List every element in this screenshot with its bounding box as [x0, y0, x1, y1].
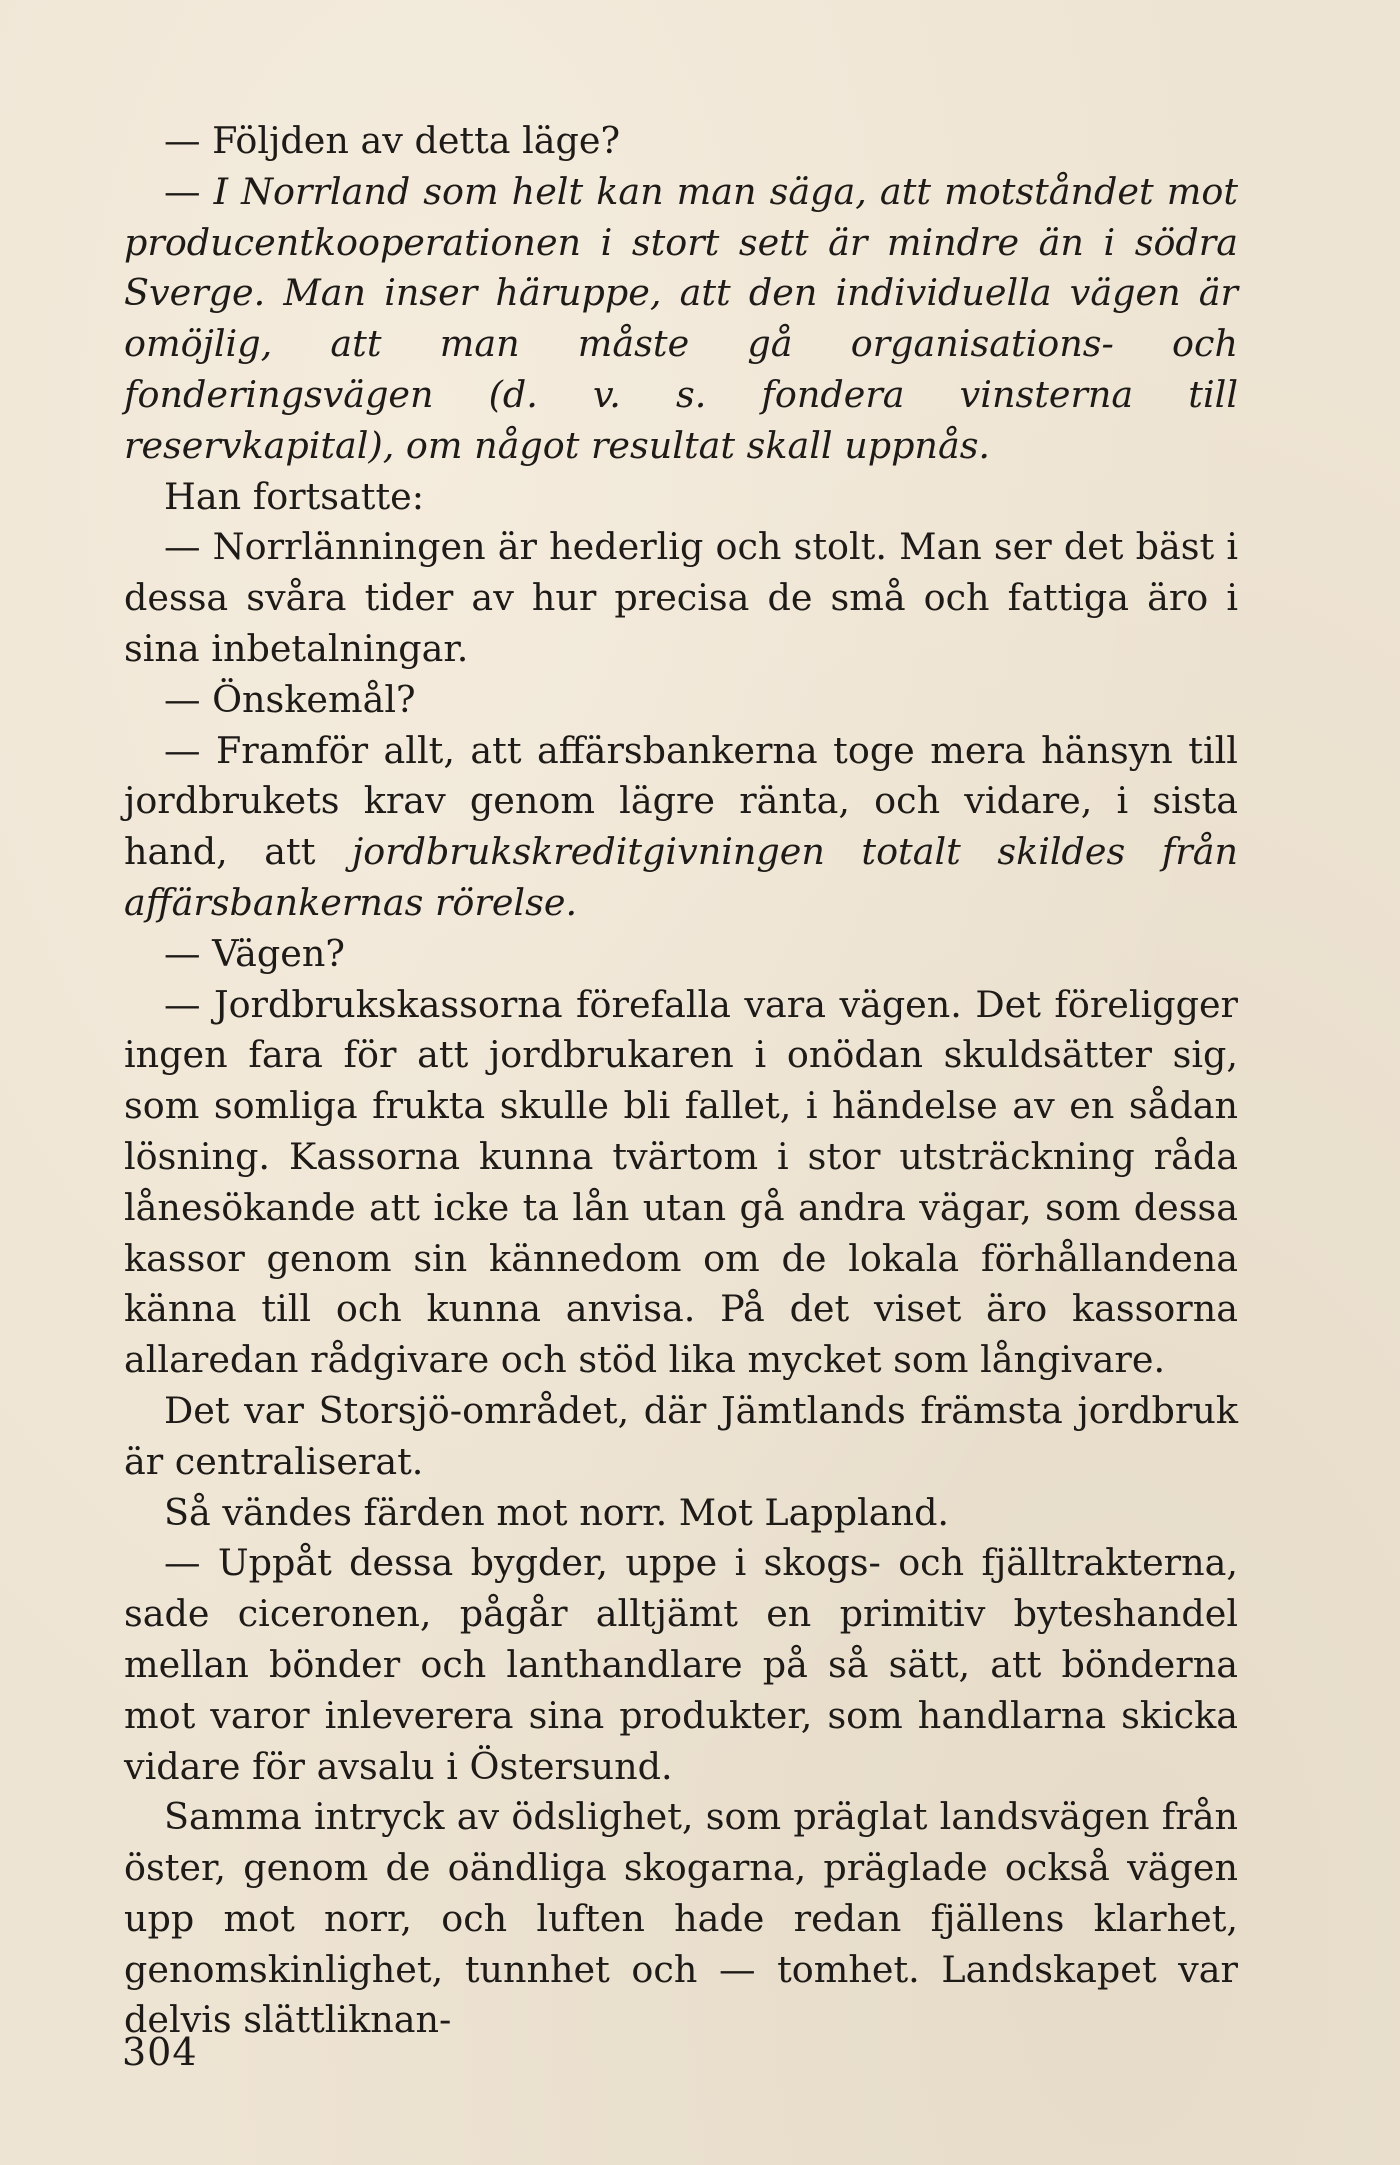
paragraph-9 — [124, 1386, 1238, 1488]
paragraph-5 — [124, 675, 1238, 726]
paragraph-8 — [124, 980, 1238, 1386]
body-text — [124, 116, 1238, 2046]
paragraph-1 — [124, 116, 1238, 167]
paragraph-10 — [124, 1488, 1238, 1539]
paragraph-11 — [124, 1538, 1238, 1792]
paragraph-4 — [124, 522, 1238, 674]
text-segment: — Norrlänningen är hederlig och stolt. Man ser det bäst i dessa svåra tider av hur precisa de små och fattiga äro i sina inbetalningar. — [124, 525, 1238, 670]
text-segment: — Vägen? — [164, 931, 345, 975]
text-segment: Så vändes färden mot norr. Mot Lappland. — [164, 1490, 950, 1534]
text-segment: — Uppåt dessa bygder, uppe i skogs- och fjälltrakterna, sade ciceronen, pågår alltjämt en primitiv byteshandel mellan bönder och lanthandlare på så sätt, att bönderna mot varor inleverera sina produkter, som handlarna skicka vidare för avsalu i Östersund. — [124, 1541, 1238, 1788]
text-segment: — Jordbrukskassorna förefalla vara vägen. Det föreligger ingen fara för att jordbrukaren i onödan skuldsätter sig, som somliga frukta skulle bli fallet, i händelse av en sådan lösning. Kassorna kunna tvärtom i stor utsträckning råda lånesökande att icke ta lån utan gå andra vägar, som dessa kassor genom sin kännedom om de lokala förhållandena känna till och kunna anvisa. På det viset äro kassorna allaredan rådgivare och stöd lika mycket som långivare. — [124, 982, 1238, 1382]
text-segment: — Framför allt, att affärsbankerna toge mera hänsyn till jordbrukets krav genom lägre ränta, och vidare, i sista hand, att — [124, 728, 1238, 874]
paragraph-7 — [124, 929, 1238, 980]
text-segment: Det var Storsjö-området, där Jämtlands främsta jordbruk är centraliserat. — [124, 1388, 1238, 1483]
page-number: 304 — [122, 2030, 198, 2074]
text-segment: — — [164, 169, 214, 213]
text-segment: — Önskemål? — [164, 677, 416, 721]
text-segment: Han fortsatte: — [164, 474, 425, 518]
paragraph-3 — [124, 472, 1238, 523]
paragraph-2 — [124, 167, 1238, 472]
italic-text-segment: I Norrland som helt kan man säga, att motståndet mot producentkooperationen i stort sett är mindre än i södra Sverge. Man inser häruppe, att den individuella vägen är omöjlig, att man måste gå organisations- och fonderingsvägen (d. v. s. fondera vinsterna till reservkapital), om något resultat skall uppnås. — [124, 169, 1238, 467]
text-segment: — Följden av detta läge? — [164, 119, 621, 162]
italic-text-segment: jordbrukskreditgivningen totalt skildes från affärsbankernas rörelse. — [124, 830, 1238, 924]
text-segment: Samma intryck av ödslighet, som präglat landsvägen från öster, genom de oändliga skogarna, präglade också vägen upp mot norr, och luften hade redan fjällens klarhet, genomskinlighet, tunnhet och — tomhet. Landskapet var delvis slättliknan- — [124, 1795, 1238, 2042]
paragraph-12 — [124, 1792, 1238, 2046]
paragraph-6 — [124, 726, 1238, 929]
